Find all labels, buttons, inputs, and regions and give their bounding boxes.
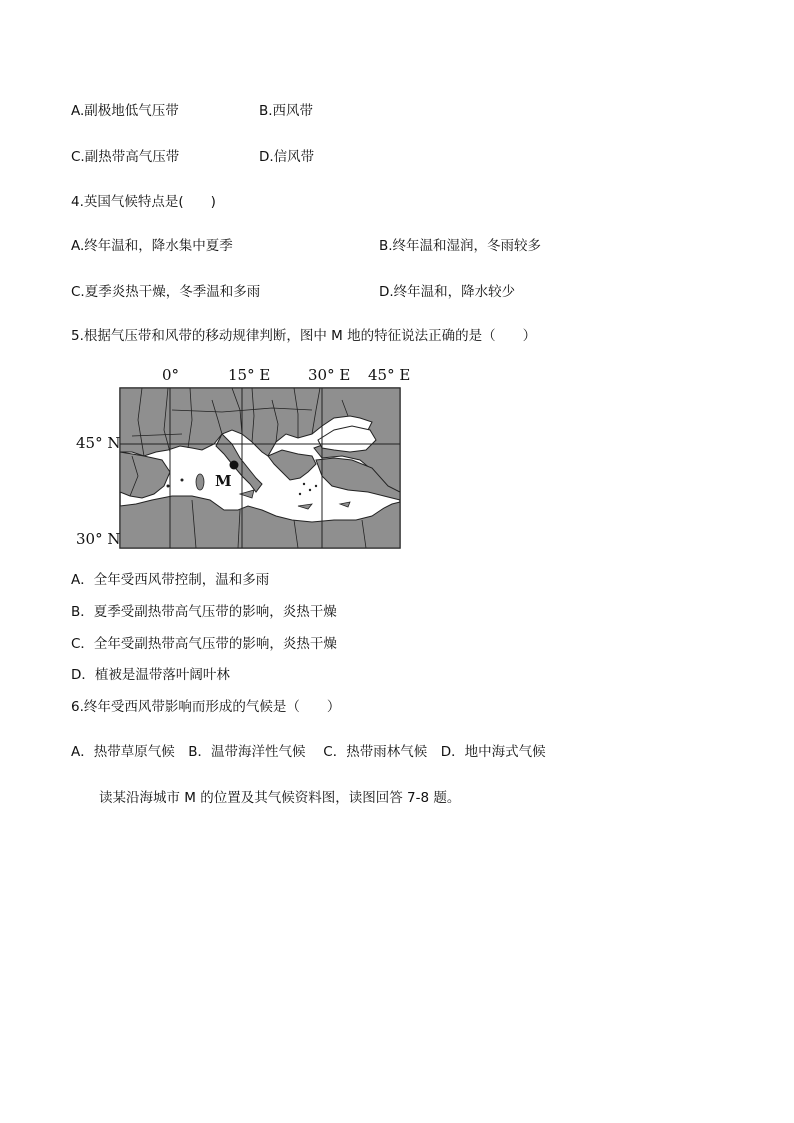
- map-lon-label: 0°: [162, 366, 180, 384]
- intro-questions-7-8: 读某沿海城市 M 的位置及其气候资料图，读图回答 7-8 题。: [99, 790, 461, 806]
- q4-option-b: B.终年温和湿润，冬雨较多: [379, 238, 542, 254]
- map-island-dot: [181, 479, 184, 482]
- q3-option-b: B.西风带: [259, 103, 314, 119]
- q3-option-c: C.副热带高气压带: [71, 149, 180, 165]
- q3-option-d: D.信风带: [259, 149, 315, 165]
- map-lat-label: 30° N: [76, 530, 121, 548]
- map-island-corsica-sardinia: [196, 474, 204, 490]
- q5-option-a: A．全年受西风带控制，温和多雨: [71, 572, 270, 588]
- q6-stem: 6.终年受西风带影响而形成的气候是（ ）: [71, 699, 341, 715]
- map-lon-label: 45° E: [368, 366, 411, 384]
- map-island-dot: [309, 489, 311, 491]
- map-point-m: [230, 461, 239, 470]
- map-lon-label: 30° E: [308, 366, 351, 384]
- map-label-m: M: [215, 472, 232, 490]
- q4-option-d: D.终年温和，降水较少: [379, 284, 516, 300]
- map-lon-label: 15° E: [228, 366, 271, 384]
- map-lat-label: 45° N: [76, 434, 121, 452]
- q3-option-a: A.副极地低气压带: [71, 103, 179, 119]
- q5-option-d: D．植被是温带落叶阔叶林: [71, 667, 230, 683]
- map-island-dot: [303, 483, 305, 485]
- map-island-dot: [299, 493, 301, 495]
- q5-option-b: B．夏季受副热带高气压带的影响，炎热干燥: [71, 604, 337, 620]
- q5-option-c: C．全年受副热带高气压带的影响，炎热干燥: [71, 636, 337, 652]
- map-island-dot: [315, 485, 317, 487]
- q5-stem: 5.根据气压带和风带的移动规律判断，图中 M 地的特征说法正确的是（ ）: [71, 328, 537, 344]
- q4-option-a: A.终年温和，降水集中夏季: [71, 238, 233, 254]
- mediterranean-map: [72, 360, 412, 552]
- map-island-dot: [167, 485, 170, 488]
- q4-option-c: C.夏季炎热干燥，冬季温和多雨: [71, 284, 261, 300]
- q4-stem: 4.英国气候特点是( ): [71, 194, 216, 210]
- q6-options: A．热带草原气候 B．温带海洋性气候 C．热带雨林气候 D．地中海式气候: [71, 744, 546, 760]
